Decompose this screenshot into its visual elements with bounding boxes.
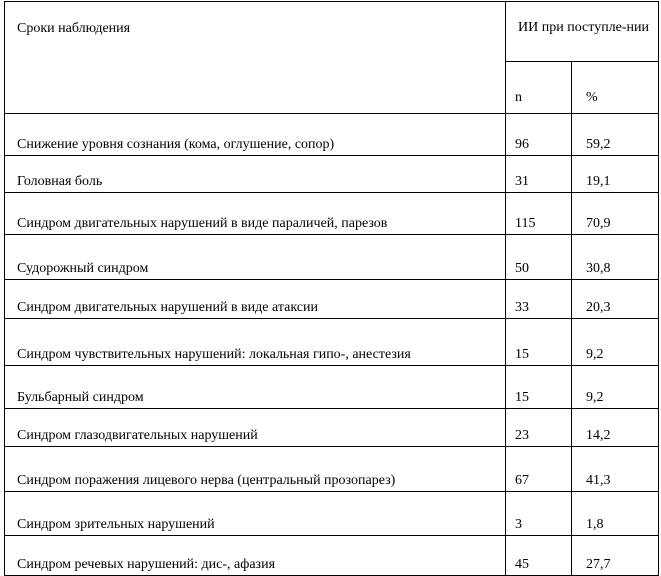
row-label: Синдром глазодвигательных нарушений xyxy=(5,409,506,447)
row-count: 115 xyxy=(506,193,572,235)
table-row xyxy=(5,114,659,156)
row-count: 15 xyxy=(506,319,572,366)
row-count: 50 xyxy=(506,235,572,280)
row-label: Снижение уровня сознания (кома, оглушение, сопор) xyxy=(5,114,506,156)
row-label: Синдром двигательных нарушений в виде атаксии xyxy=(5,280,506,319)
table-row xyxy=(5,366,659,409)
row-label: Бульбарный синдром xyxy=(5,366,506,409)
row-count: 23 xyxy=(506,409,572,447)
row-percent: 14,2 xyxy=(572,409,659,447)
observation-table xyxy=(4,1,659,576)
row-label: Синдром поражения лицевого нерва (центральный прозопарез) xyxy=(5,447,506,492)
row-label: Синдром речевых нарушений: дис-, афазия xyxy=(5,536,506,576)
header-row-top xyxy=(5,2,659,62)
row-count: 67 xyxy=(506,447,572,492)
row-percent: 30,8 xyxy=(572,235,659,280)
row-label: Синдром зрительных нарушений xyxy=(5,492,506,536)
row-percent: 20,3 xyxy=(572,280,659,319)
table-row xyxy=(5,319,659,366)
row-percent: 9,2 xyxy=(572,366,659,409)
header-period: Сроки наблюдения xyxy=(5,2,506,114)
row-percent: 27,7 xyxy=(572,536,659,576)
row-count: 3 xyxy=(506,492,572,536)
table-row xyxy=(5,235,659,280)
row-percent: 19,1 xyxy=(572,156,659,193)
table-row xyxy=(5,156,659,193)
row-label: Синдром двигательных нарушений в виде параличей, парезов xyxy=(5,193,506,235)
table-row xyxy=(5,492,659,536)
row-percent: 70,9 xyxy=(572,193,659,235)
row-percent: 41,3 xyxy=(572,447,659,492)
row-count: 96 xyxy=(506,114,572,156)
row-count: 45 xyxy=(506,536,572,576)
row-label: Синдром чувствительных нарушений: локальная гипо-, анестезия xyxy=(5,319,506,366)
table-row xyxy=(5,447,659,492)
header-n: n xyxy=(506,62,572,114)
row-percent: 9,2 xyxy=(572,319,659,366)
table-row xyxy=(5,280,659,319)
row-label: Головная боль xyxy=(5,156,506,193)
table-row xyxy=(5,193,659,235)
row-percent: 59,2 xyxy=(572,114,659,156)
header-percent: % xyxy=(572,62,659,114)
table-row xyxy=(5,409,659,447)
header-group: ИИ при поступле-нии xyxy=(506,2,659,62)
table-row xyxy=(5,536,659,576)
row-count: 31 xyxy=(506,156,572,193)
row-count: 15 xyxy=(506,366,572,409)
row-percent: 1,8 xyxy=(572,492,659,536)
row-count: 33 xyxy=(506,280,572,319)
row-label: Судорожный синдром xyxy=(5,235,506,280)
